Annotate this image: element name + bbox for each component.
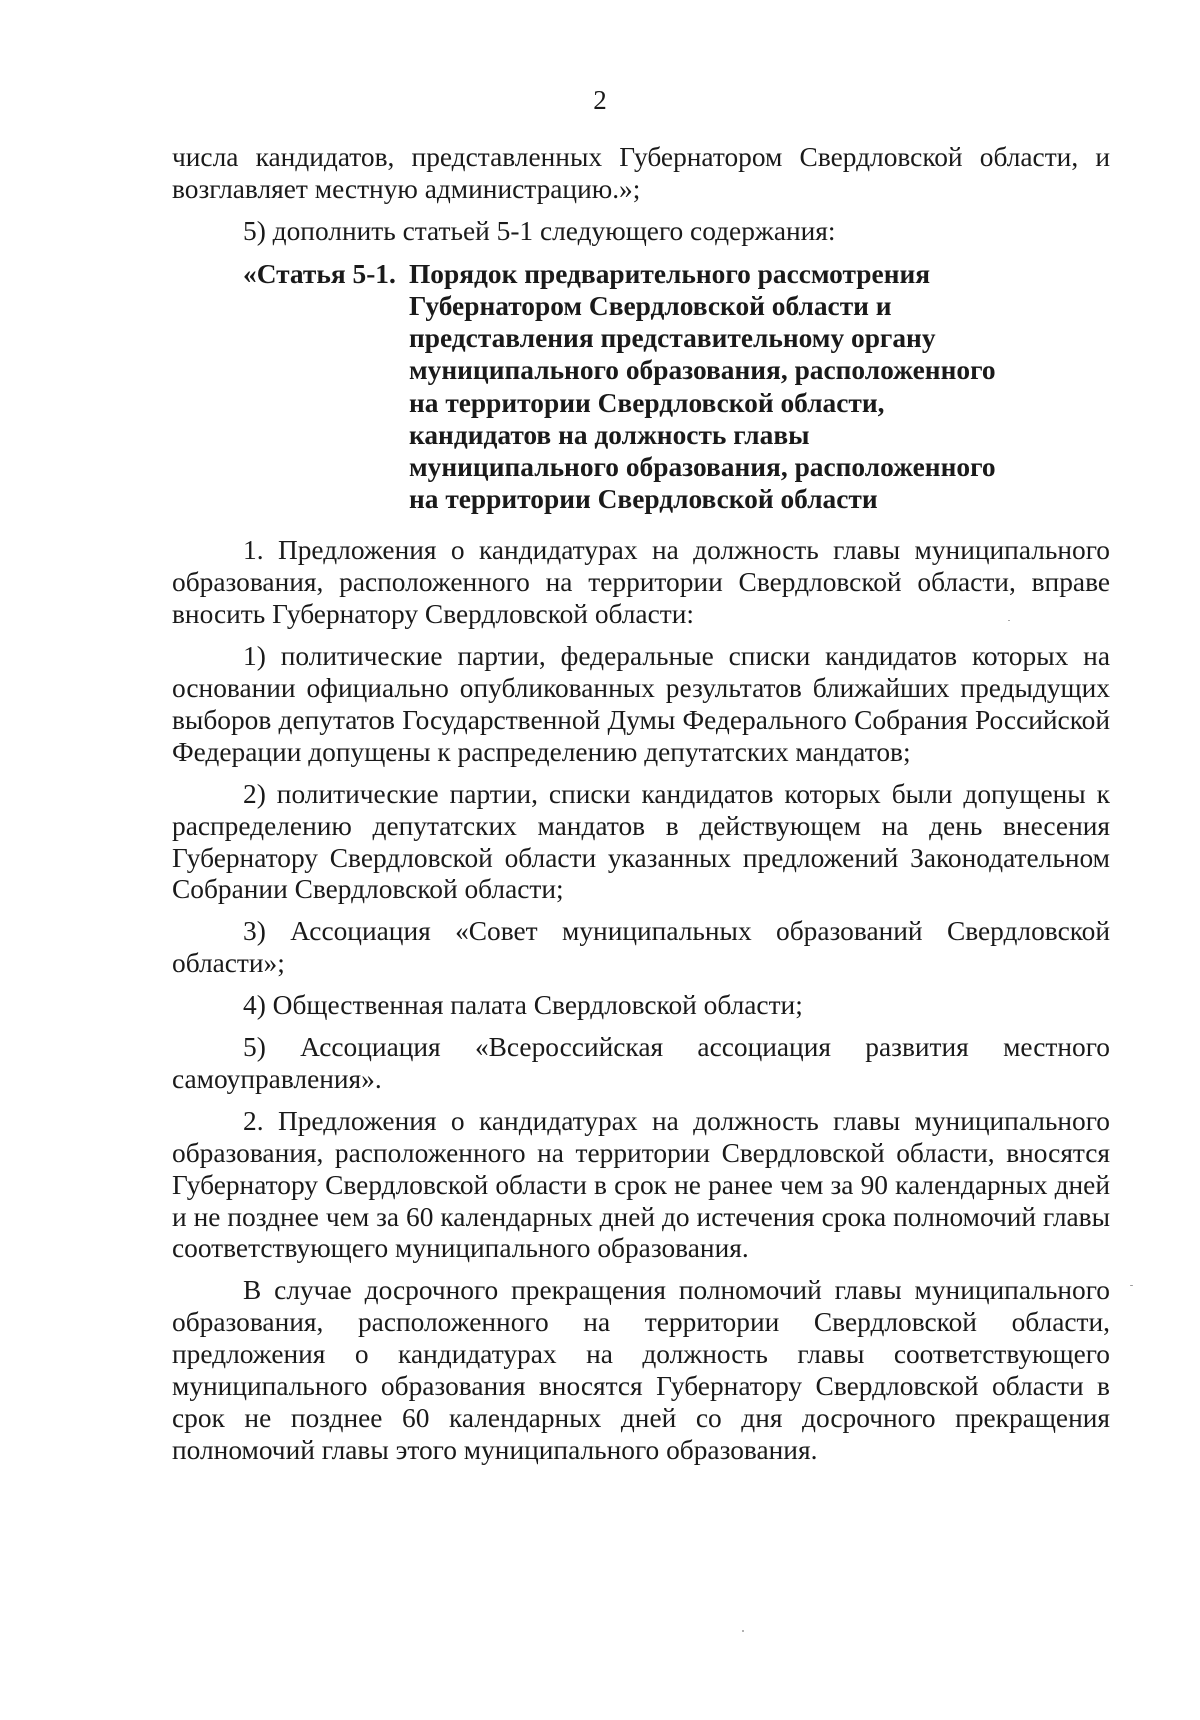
page-number: 2 [593, 85, 607, 115]
article-heading [243, 258, 1110, 516]
article-label: «Статья 5-1. [243, 258, 396, 289]
article-part-2-early-termination: В случае досрочного прекращения полномочий главы муниципального образования, расположенного на территории Свердловской области, предложения о кандидатурах на должность главы соответствующего муниципального образования вносятся Губернатору Свердловской области в срок не позднее 60 календарных дней со дня досрочного прекращения полномочий главы этого муниципального образования. [172, 1275, 1110, 1465]
amendment-item-5: 5) дополнить статьей 5-1 следующего содержания: [243, 215, 836, 246]
list-item-3: 3) Ассоциация «Совет муниципальных образований Свердловской области»; [172, 916, 1110, 979]
list-item-2: 2) политические партии, списки кандидатов которых были допущены к распределению депутатских мандатов в действующем на день внесения Губернатору Свердловской области указанных предложений Законодательном Собрании Свердловской области; [172, 778, 1110, 905]
continuation-paragraph: числа кандидатов, представленных Губернатором Свердловской области, и возглавляет местную администрацию.»; [172, 142, 1110, 204]
document-body [172, 142, 1110, 1477]
article-title: Порядок предварительного рассмотрения Губернатором Свердловской области и представления представительному органу муниципального образования, расположенного на территории Свердловской области, кандидатов на должность главы муниципального образования, расположенного на территории Свердловской области [409, 258, 996, 515]
scan-speck [1130, 1285, 1133, 1286]
article-part-2: 2. Предложения о кандидатурах на должность главы муниципального образования, расположенного на территории Свердловской области, вносятся Губернатору Свердловской области в срок не ранее чем за 90 календарных дней и не позднее чем за 60 календарных дней до истечения срока полномочий главы соответствующего муниципального образования. [172, 1105, 1110, 1264]
list-item-4: 4) Общественная палата Свердловской области; [243, 990, 803, 1021]
scan-speck [1008, 620, 1010, 621]
article-part-1: 1. Предложения о кандидатурах на должность главы муниципального образования, расположенного на территории Свердловской области, вправе вносить Губернатору Свердловской области: [172, 535, 1110, 630]
scan-speck [742, 1630, 744, 1632]
list-item-1: 1) политические партии, федеральные списки кандидатов которых на основании официально опубликованных результатов ближайших предыдущих выборов депутатов Государственной Думы Федерального Собрания Российской Федерации допущены к распределению депутатских мандатов; [172, 641, 1110, 767]
list-item-5: 5) Ассоциация «Всероссийская ассоциация развития местного самоуправления». [172, 1032, 1110, 1094]
